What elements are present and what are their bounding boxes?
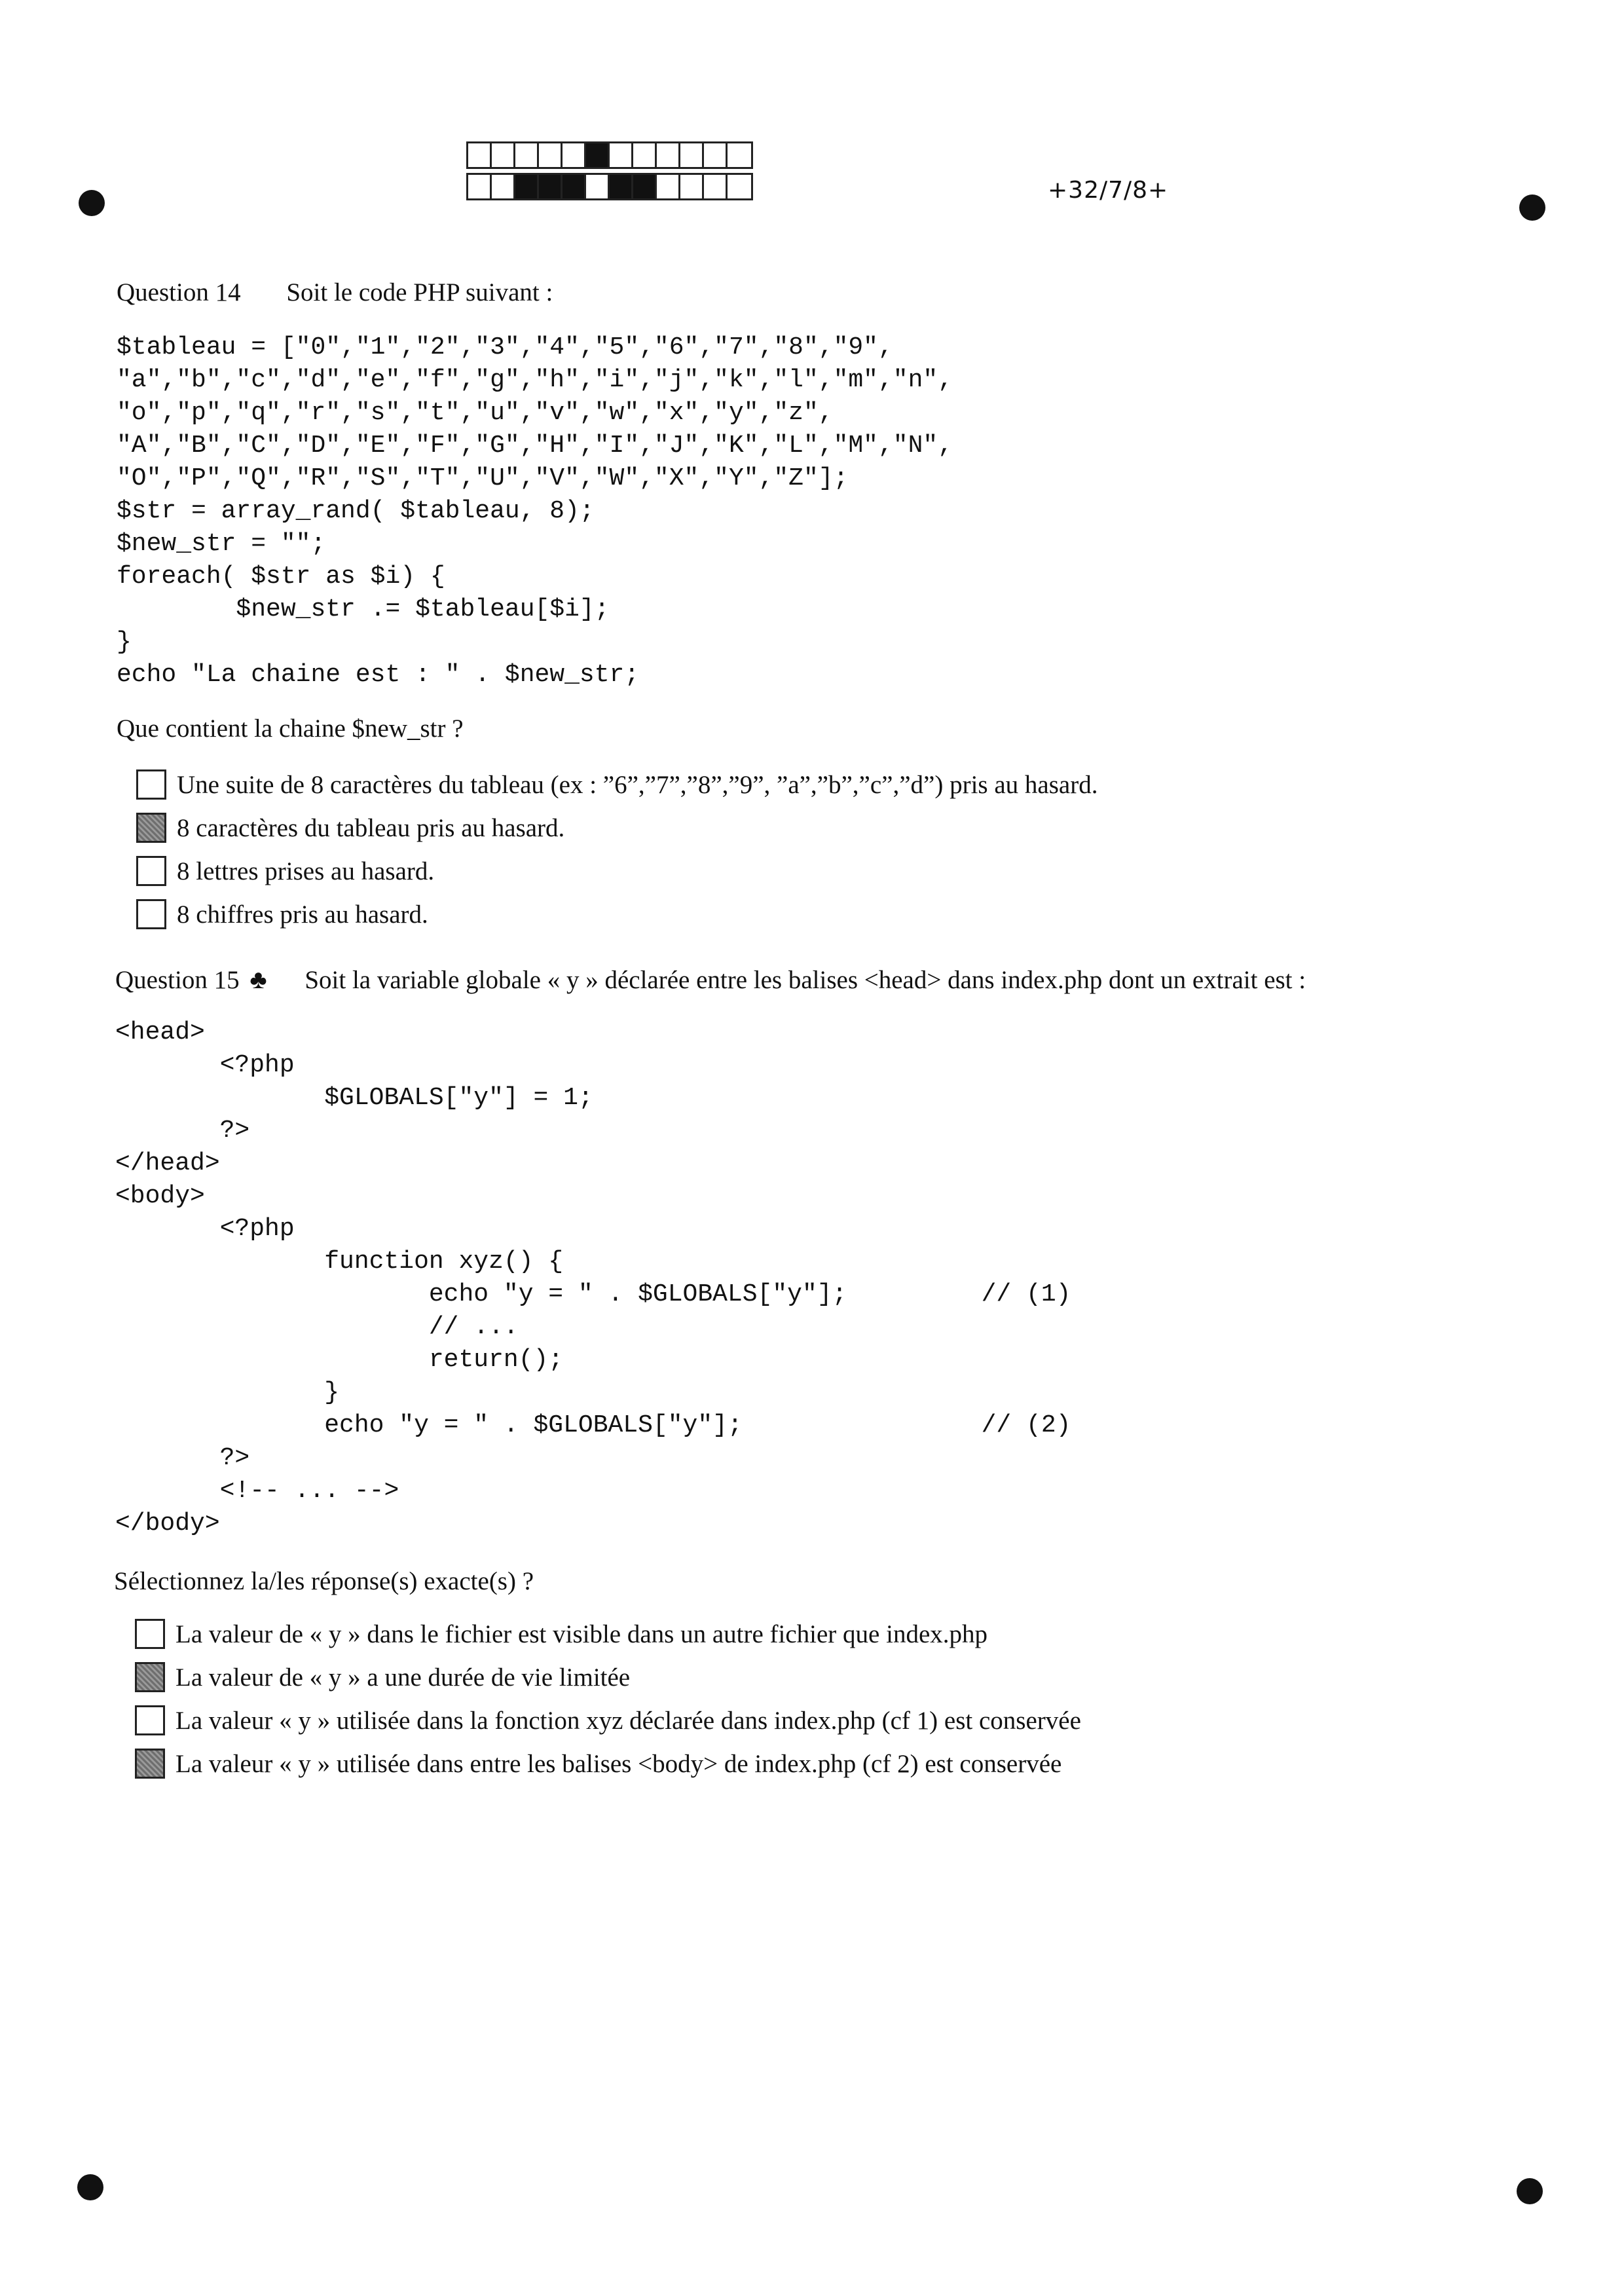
id-grid-cell (563, 175, 586, 198)
answer-text: 8 chiffres pris au hasard. (177, 900, 428, 929)
id-grid-cell (515, 175, 539, 198)
code-line: ?> (115, 1117, 250, 1145)
id-grid-cell (610, 143, 633, 167)
question-label: Question 14 (117, 278, 241, 306)
code-line: </body> (115, 1509, 220, 1538)
code-line: "O","P","Q","R","S","T","U","V","W","X","Y","Z"]; (117, 464, 849, 492)
answer-option[interactable] (135, 1656, 1081, 1699)
id-grid-cell (680, 143, 704, 167)
code-line: echo "y = " . $GLOBALS["y"]; // (2) (115, 1411, 1071, 1439)
answer-checkbox[interactable] (136, 769, 166, 800)
id-grid-cell (563, 143, 586, 167)
answer-text: 8 lettres prises au hasard. (177, 857, 435, 885)
answer-checkbox[interactable] (135, 1705, 165, 1735)
code-line: "A","B","C","D","E","F","G","H","I","J","K","L","M","N", (117, 432, 953, 460)
code-line: <head> (115, 1018, 205, 1046)
php-code-block (117, 331, 953, 692)
code-line: <body> (115, 1182, 205, 1210)
answer-option[interactable] (136, 893, 1098, 936)
answer-option[interactable] (136, 849, 1098, 893)
code-line: "a","b","c","d","e","f","g","h","i","j","k","l","m","n", (117, 366, 953, 394)
question-15-header (115, 964, 1306, 995)
code-line: return(); (115, 1346, 564, 1374)
answer-text: La valeur « y » utilisée dans la fonction xyz déclarée dans index.php (cf 1) est conservée (175, 1706, 1081, 1735)
answer-text: 8 caractères du tableau pris au hasard. (177, 813, 565, 842)
code-line: "o","p","q","r","s","t","u","v","w","x","y","z", (117, 399, 834, 427)
id-grid-cell (633, 175, 657, 198)
question-label: Question 15 (115, 966, 240, 994)
answer-checkbox[interactable] (135, 1662, 165, 1692)
answer-option[interactable] (135, 1742, 1081, 1785)
club-icon: ♣ (249, 965, 267, 994)
id-grid-cell (586, 175, 610, 198)
code-line: $new_str = ""; (117, 530, 326, 558)
code-line: </head> (115, 1149, 220, 1177)
php-code-block (115, 1016, 1071, 1540)
id-grid-cell (704, 175, 728, 198)
question-prompt: Que contient la chaine $new_str ? (117, 714, 464, 743)
answer-text: La valeur « y » utilisée dans entre les balises <body> de index.php (cf 2) est conservée (175, 1749, 1062, 1778)
answer-checkbox[interactable] (135, 1749, 165, 1779)
code-line: ?> (115, 1444, 250, 1472)
id-grid-cell (610, 175, 633, 198)
code-line: <?php (115, 1215, 295, 1243)
id-grid-cell (468, 143, 492, 167)
answer-list (136, 763, 1098, 936)
code-line: <?php (115, 1051, 295, 1079)
registration-mark-top-right (1519, 194, 1545, 221)
registration-mark-top-left (79, 190, 105, 216)
code-line: <!-- ... --> (115, 1477, 399, 1505)
code-line: // ... (115, 1313, 519, 1341)
answer-text: La valeur de « y » dans le fichier est visible dans un autre fichier que index.php (175, 1620, 988, 1648)
id-grid-cell (704, 143, 728, 167)
answer-checkbox[interactable] (135, 1619, 165, 1649)
code-line: $GLOBALS["y"] = 1; (115, 1084, 593, 1112)
answer-text: La valeur de « y » a une durée de vie limitée (175, 1663, 631, 1692)
answer-text: Une suite de 8 caractères du tableau (ex : ”6”,”7”,”8”,”9”, ”a”,”b”,”c”,”d”) pris au hasard. (177, 770, 1098, 799)
code-line: $str = array_rand( $tableau, 8); (117, 497, 595, 525)
code-line: } (115, 1379, 340, 1407)
id-grid-cell (515, 143, 539, 167)
code-line: $tableau = ["0","1","2","3","4","5","6","7","8","9", (117, 333, 893, 361)
code-line: foreach( $str as $i) { (117, 563, 445, 591)
id-grid-cell (492, 175, 515, 198)
code-line: echo "La chaine est : " . $new_str; (117, 661, 640, 689)
id-grid-cell (468, 175, 492, 198)
id-grid-cell (539, 175, 563, 198)
id-grid-cell (633, 143, 657, 167)
id-grid-cell (680, 175, 704, 198)
answer-checkbox[interactable] (136, 899, 166, 929)
id-grid-row-1 (466, 141, 753, 169)
id-grid-cell (539, 143, 563, 167)
code-line: } (117, 628, 132, 656)
question-title: Soit la variable globale « y » déclarée entre les balises <head> dans index.php dont un extrait est : (304, 966, 1306, 994)
answer-option[interactable] (135, 1612, 1081, 1656)
question-prompt: Sélectionnez la/les réponse(s) exacte(s) ? (114, 1567, 534, 1595)
id-grid-cell (586, 143, 610, 167)
code-line: function xyz() { (115, 1248, 564, 1276)
code-line: echo "y = " . $GLOBALS["y"]; // (1) (115, 1280, 1071, 1308)
answer-list (135, 1612, 1081, 1785)
question-14-header (117, 278, 553, 307)
id-grid-cell (657, 143, 680, 167)
answer-option[interactable] (136, 806, 1098, 849)
id-grid-cell (657, 175, 680, 198)
answer-checkbox[interactable] (136, 856, 166, 886)
id-grid-row-2 (466, 173, 753, 200)
id-grid-cell (728, 175, 751, 198)
registration-mark-bottom-right (1517, 2178, 1543, 2204)
question-title: Soit le code PHP suivant : (286, 278, 553, 306)
registration-mark-bottom-left (77, 2174, 103, 2200)
answer-option[interactable] (135, 1699, 1081, 1742)
id-grid-cell (728, 143, 751, 167)
code-line: $new_str .= $tableau[$i]; (117, 595, 610, 623)
page-code: +32/7/8+ (1048, 177, 1169, 204)
answer-checkbox[interactable] (136, 813, 166, 843)
id-grid-cell (492, 143, 515, 167)
answer-option[interactable] (136, 763, 1098, 806)
